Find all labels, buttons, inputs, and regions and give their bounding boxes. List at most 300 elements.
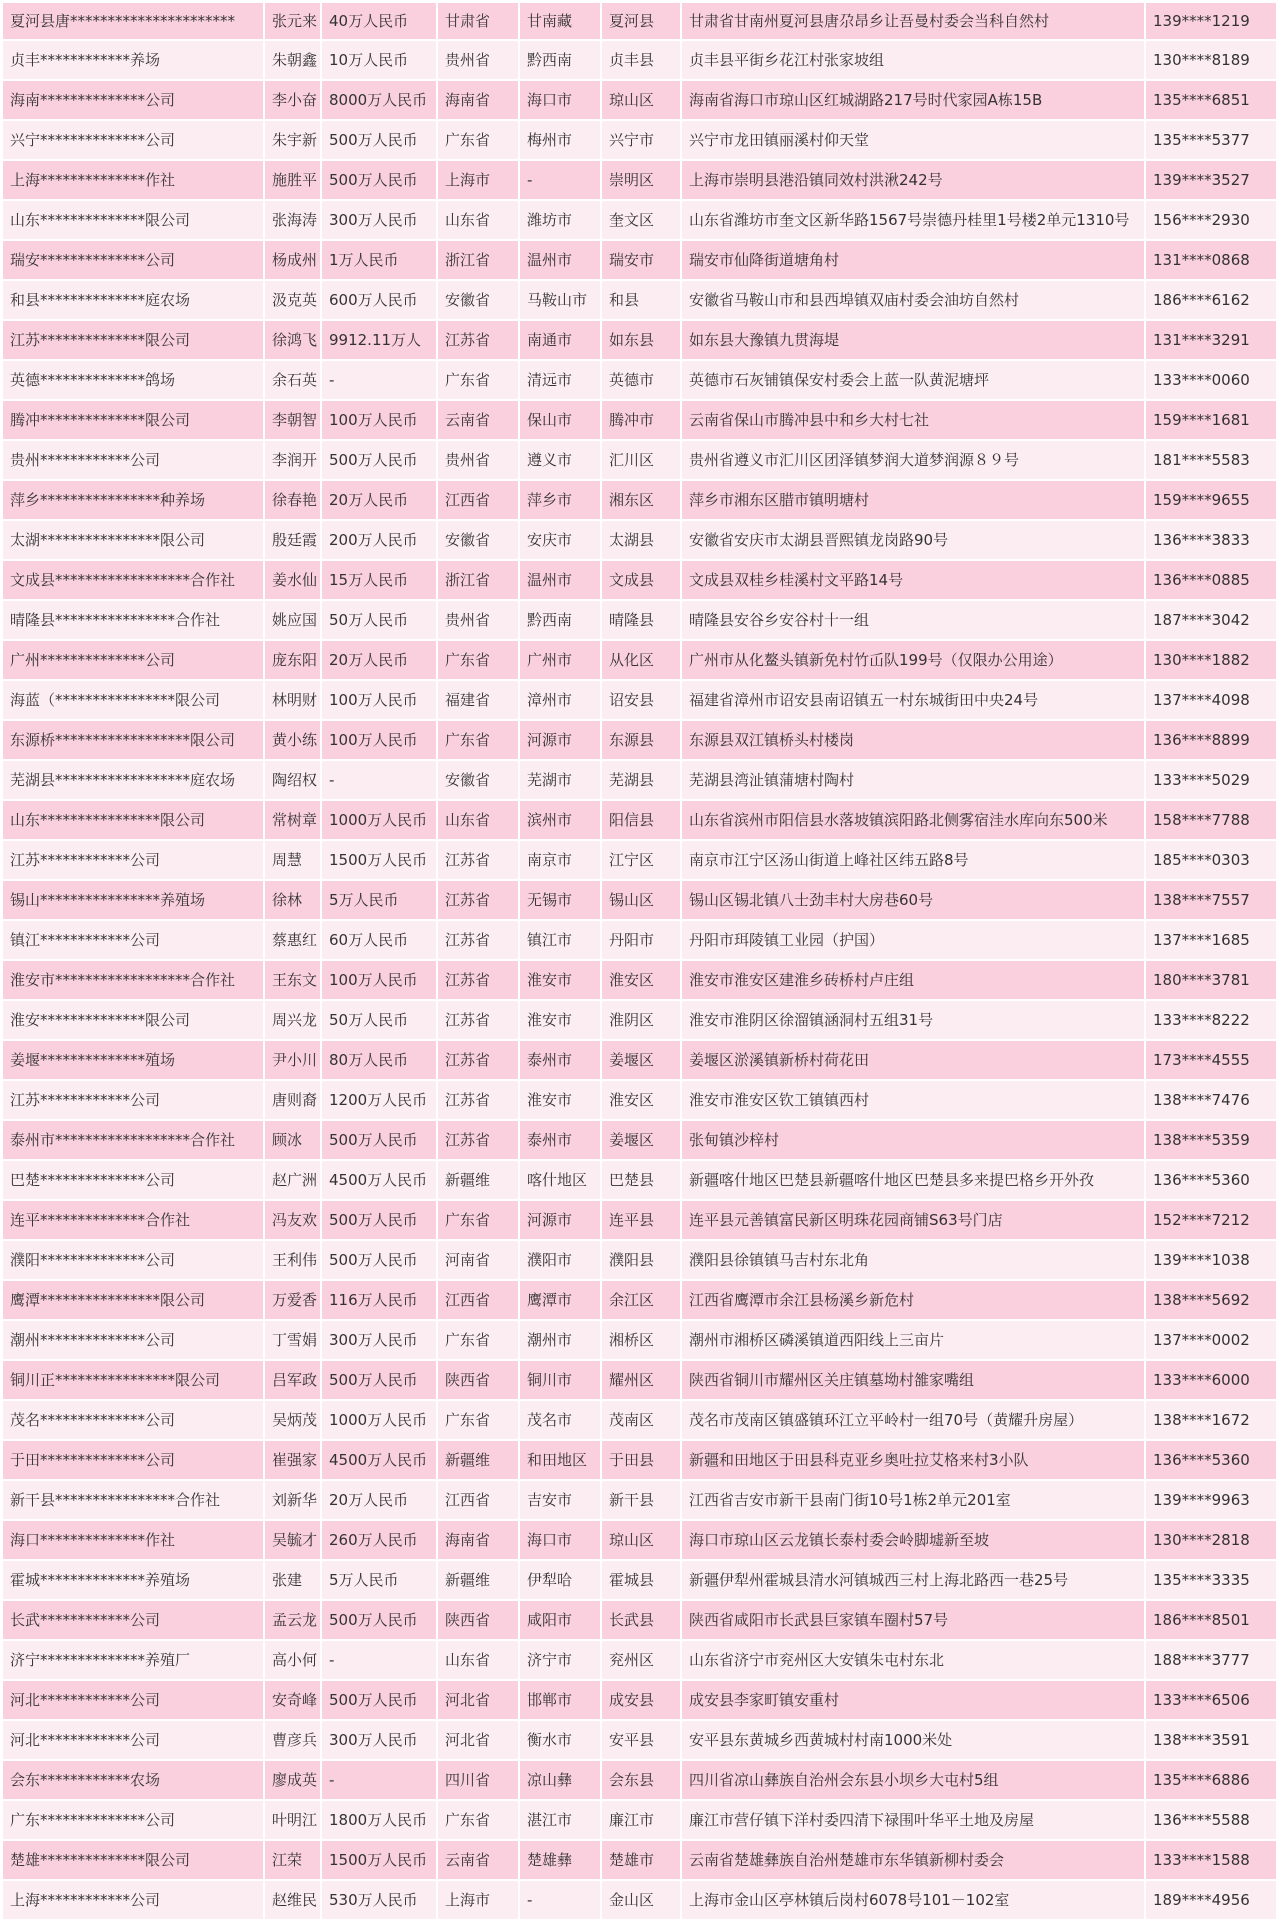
company-table (3, 3, 1278, 1921)
city-cell: 遵义市 (519, 440, 601, 480)
phone-cell: 173****4555 (1145, 1040, 1277, 1080)
company-name-cell: 济宁**************养殖厂 (3, 1640, 264, 1680)
address-cell: 江西省鹰潭市余江县杨溪乡新危村 (681, 1280, 1145, 1320)
registered-capital-cell: 200万人民币 (321, 520, 437, 560)
province-cell: 江西省 (437, 1480, 519, 1520)
address-cell: 成安县李家町镇安重村 (681, 1680, 1145, 1720)
address-cell: 上海市崇明县港沿镇同效村洪湫242号 (681, 160, 1145, 200)
district-cell: 耀州区 (601, 1360, 681, 1400)
registered-capital-cell: 500万人民币 (321, 1240, 437, 1280)
address-cell: 兴宁市龙田镇丽溪村仰天堂 (681, 120, 1145, 160)
province-cell: 河北省 (437, 1720, 519, 1760)
address-cell: 连平县元善镇富民新区明珠花园商铺S63号门店 (681, 1200, 1145, 1240)
province-cell: 河北省 (437, 1680, 519, 1720)
province-cell: 新疆维 (437, 1440, 519, 1480)
city-cell: 保山市 (519, 400, 601, 440)
city-cell: 潮州市 (519, 1320, 601, 1360)
province-cell: 江西省 (437, 1280, 519, 1320)
address-cell: 茂名市茂南区镇盛镇环江立平岭村一组70号（黄耀升房屋） (681, 1400, 1145, 1440)
phone-cell: 185****0303 (1145, 840, 1277, 880)
province-cell: 安徽省 (437, 760, 519, 800)
table-row (3, 760, 1277, 800)
address-cell: 新疆和田地区于田县科克亚乡奥吐拉艾格来村3小队 (681, 1440, 1145, 1480)
district-cell: 成安县 (601, 1680, 681, 1720)
province-cell: 云南省 (437, 1840, 519, 1880)
legal-rep-cell: 吕军政 (264, 1360, 321, 1400)
city-cell: 茂名市 (519, 1400, 601, 1440)
registered-capital-cell: 1000万人民币 (321, 800, 437, 840)
city-cell: 黔西南 (519, 40, 601, 80)
city-cell: 滨州市 (519, 800, 601, 840)
city-cell: 河源市 (519, 1200, 601, 1240)
registered-capital-cell: 100万人民币 (321, 680, 437, 720)
address-cell: 瑞安市仙降街道塘角村 (681, 240, 1145, 280)
province-cell: 上海市 (437, 1880, 519, 1920)
legal-rep-cell: 庞东阳 (264, 640, 321, 680)
district-cell: 濮阳县 (601, 1240, 681, 1280)
table-row (3, 1280, 1277, 1320)
province-cell: 贵州省 (437, 440, 519, 480)
registered-capital-cell: 10万人民币 (321, 40, 437, 80)
address-cell: 海口市琼山区云龙镇长泰村委会岭脚墟新至坡 (681, 1520, 1145, 1560)
legal-rep-cell: 汲克英 (264, 280, 321, 320)
table-row (3, 1400, 1277, 1440)
city-cell: 安庆市 (519, 520, 601, 560)
legal-rep-cell: 周慧 (264, 840, 321, 880)
phone-cell: 136****5588 (1145, 1800, 1277, 1840)
registered-capital-cell: 60万人民币 (321, 920, 437, 960)
address-cell: 云南省楚雄彝族自治州楚雄市东华镇新柳村委会 (681, 1840, 1145, 1880)
phone-cell: 156****2930 (1145, 200, 1277, 240)
address-cell: 新疆伊犁州霍城县清水河镇城西三村上海北路西一巷25号 (681, 1560, 1145, 1600)
legal-rep-cell: 吴炳茂 (264, 1400, 321, 1440)
district-cell: 腾冲市 (601, 400, 681, 440)
city-cell: 吉安市 (519, 1480, 601, 1520)
registered-capital-cell: 260万人民币 (321, 1520, 437, 1560)
address-cell: 贞丰县平街乡花江村张家坡组 (681, 40, 1145, 80)
company-name-cell: 巴楚**************公司 (3, 1160, 264, 1200)
registered-capital-cell: 40万人民币 (321, 3, 437, 40)
phone-cell: 130****8189 (1145, 40, 1277, 80)
legal-rep-cell: 王利伟 (264, 1240, 321, 1280)
table-row (3, 400, 1277, 440)
legal-rep-cell: 姜水仙 (264, 560, 321, 600)
province-cell: 云南省 (437, 400, 519, 440)
table-row (3, 1520, 1277, 1560)
table-row (3, 800, 1277, 840)
city-cell: 泰州市 (519, 1120, 601, 1160)
phone-cell: 138****1672 (1145, 1400, 1277, 1440)
city-cell: 衡水市 (519, 1720, 601, 1760)
address-cell: 陕西省咸阳市长武县巨家镇车圈村57号 (681, 1600, 1145, 1640)
phone-cell: 136****5360 (1145, 1440, 1277, 1480)
registered-capital-cell: 500万人民币 (321, 1600, 437, 1640)
company-name-cell: 新干县****************合作社 (3, 1480, 264, 1520)
company-name-cell: 铜川正****************限公司 (3, 1360, 264, 1400)
province-cell: 浙江省 (437, 240, 519, 280)
registered-capital-cell: 50万人民币 (321, 1000, 437, 1040)
district-cell: 阳信县 (601, 800, 681, 840)
address-cell: 福建省漳州市诏安县南诏镇五一村东城街田中央24号 (681, 680, 1145, 720)
phone-cell: 136****3833 (1145, 520, 1277, 560)
company-name-cell: 上海**************作社 (3, 160, 264, 200)
table-row (3, 600, 1277, 640)
address-cell: 英德市石灰铺镇保安村委会上蓝一队黄泥塘坪 (681, 360, 1145, 400)
province-cell: 河南省 (437, 1240, 519, 1280)
province-cell: 新疆维 (437, 1560, 519, 1600)
district-cell: 丹阳市 (601, 920, 681, 960)
registered-capital-cell: 500万人民币 (321, 1200, 437, 1240)
company-name-cell: 茂名**************公司 (3, 1400, 264, 1440)
registered-capital-cell: 300万人民币 (321, 200, 437, 240)
table-row (3, 1760, 1277, 1800)
legal-rep-cell: 黄小练 (264, 720, 321, 760)
district-cell: 楚雄市 (601, 1840, 681, 1880)
province-cell: 陕西省 (437, 1360, 519, 1400)
company-name-cell: 潮州**************公司 (3, 1320, 264, 1360)
table-row (3, 560, 1277, 600)
district-cell: 琼山区 (601, 80, 681, 120)
phone-cell: 133****8222 (1145, 1000, 1277, 1040)
table-row (3, 1200, 1277, 1240)
company-name-cell: 江苏**************限公司 (3, 320, 264, 360)
registered-capital-cell: 8000万人民币 (321, 80, 437, 120)
district-cell: 夏河县 (601, 3, 681, 40)
province-cell: 广东省 (437, 1320, 519, 1360)
city-cell: 濮阳市 (519, 1240, 601, 1280)
phone-cell: 159****1681 (1145, 400, 1277, 440)
city-cell: 甘南藏 (519, 3, 601, 40)
address-cell: 贵州省遵义市汇川区团泽镇梦润大道梦润源８９号 (681, 440, 1145, 480)
district-cell: 锡山区 (601, 880, 681, 920)
company-name-cell: 贞丰************养场 (3, 40, 264, 80)
phone-cell: 136****8899 (1145, 720, 1277, 760)
phone-cell: 139****3527 (1145, 160, 1277, 200)
company-name-cell: 河北************公司 (3, 1720, 264, 1760)
district-cell: 姜堰区 (601, 1120, 681, 1160)
registered-capital-cell: - (321, 360, 437, 400)
table-row (3, 1840, 1277, 1880)
legal-rep-cell: 叶明江 (264, 1800, 321, 1840)
address-cell: 山东省潍坊市奎文区新华路1567号崇德丹桂里1号楼2单元1310号 (681, 200, 1145, 240)
legal-rep-cell: 徐春艳 (264, 480, 321, 520)
address-cell: 张甸镇沙梓村 (681, 1120, 1145, 1160)
legal-rep-cell: 张海涛 (264, 200, 321, 240)
district-cell: 贞丰县 (601, 40, 681, 80)
company-name-cell: 广州**************公司 (3, 640, 264, 680)
phone-cell: 135****3335 (1145, 1560, 1277, 1600)
province-cell: 广东省 (437, 1800, 519, 1840)
company-name-cell: 东源桥******************限公司 (3, 720, 264, 760)
legal-rep-cell: 张建 (264, 1560, 321, 1600)
address-cell: 陕西省铜川市耀州区关庄镇墓坳村雒家嘴组 (681, 1360, 1145, 1400)
city-cell: 清远市 (519, 360, 601, 400)
legal-rep-cell: 孟云龙 (264, 1600, 321, 1640)
city-cell: 梅州市 (519, 120, 601, 160)
address-cell: 海南省海口市琼山区红城湖路217号时代家园A栋15B (681, 80, 1145, 120)
table-row (3, 680, 1277, 720)
address-cell: 濮阳县徐镇镇马吉村东北角 (681, 1240, 1145, 1280)
table-row (3, 360, 1277, 400)
phone-cell: 139****1219 (1145, 3, 1277, 40)
address-cell: 四川省凉山彝族自治州会东县小坝乡大屯村5组 (681, 1760, 1145, 1800)
address-cell: 丹阳市珥陵镇工业园（护国） (681, 920, 1145, 960)
company-name-cell: 于田**************公司 (3, 1440, 264, 1480)
legal-rep-cell: 林明财 (264, 680, 321, 720)
address-cell: 芜湖县湾沚镇蒲塘村陶村 (681, 760, 1145, 800)
province-cell: 广东省 (437, 640, 519, 680)
district-cell: 太湖县 (601, 520, 681, 560)
province-cell: 福建省 (437, 680, 519, 720)
table-row (3, 1880, 1277, 1920)
phone-cell: 138****5359 (1145, 1120, 1277, 1160)
address-cell: 文成县双桂乡桂溪村文平路14号 (681, 560, 1145, 600)
city-cell: 济宁市 (519, 1640, 601, 1680)
legal-rep-cell: 施胜平 (264, 160, 321, 200)
company-name-cell: 江苏************公司 (3, 840, 264, 880)
legal-rep-cell: 高小何 (264, 1640, 321, 1680)
city-cell: 淮安市 (519, 1000, 601, 1040)
company-name-cell: 霍城**************养殖场 (3, 1560, 264, 1600)
registered-capital-cell: 1万人民币 (321, 240, 437, 280)
phone-cell: 133****0060 (1145, 360, 1277, 400)
district-cell: 英德市 (601, 360, 681, 400)
company-name-cell: 上海************公司 (3, 1880, 264, 1920)
legal-rep-cell: 曹彦兵 (264, 1720, 321, 1760)
city-cell: 无锡市 (519, 880, 601, 920)
table-row (3, 320, 1277, 360)
province-cell: 安徽省 (437, 520, 519, 560)
company-name-cell: 文成县******************合作社 (3, 560, 264, 600)
address-cell: 南京市江宁区汤山街道上峰社区纬五路8号 (681, 840, 1145, 880)
city-cell: 淮安市 (519, 1080, 601, 1120)
legal-rep-cell: 安奇峰 (264, 1680, 321, 1720)
district-cell: 兖州区 (601, 1640, 681, 1680)
company-name-cell: 锡山****************养殖场 (3, 880, 264, 920)
address-cell: 晴隆县安谷乡安谷村十一组 (681, 600, 1145, 640)
phone-cell: 131****3291 (1145, 320, 1277, 360)
company-name-cell: 山东****************限公司 (3, 800, 264, 840)
table-row (3, 440, 1277, 480)
registered-capital-cell: 500万人民币 (321, 1360, 437, 1400)
province-cell: 陕西省 (437, 1600, 519, 1640)
address-cell: 锡山区锡北镇八士劲丰村大房巷60号 (681, 880, 1145, 920)
table-row (3, 1640, 1277, 1680)
registered-capital-cell: 500万人民币 (321, 120, 437, 160)
province-cell: 山东省 (437, 800, 519, 840)
phone-cell: 133****6000 (1145, 1360, 1277, 1400)
company-name-cell: 瑞安**************公司 (3, 240, 264, 280)
legal-rep-cell: 蔡惠红 (264, 920, 321, 960)
address-cell: 如东县大豫镇九贯海堤 (681, 320, 1145, 360)
district-cell: 东源县 (601, 720, 681, 760)
phone-cell: 135****5377 (1145, 120, 1277, 160)
registered-capital-cell: 4500万人民币 (321, 1440, 437, 1480)
registered-capital-cell: 1800万人民币 (321, 1800, 437, 1840)
province-cell: 江苏省 (437, 1080, 519, 1120)
legal-rep-cell: 常树章 (264, 800, 321, 840)
city-cell: 漳州市 (519, 680, 601, 720)
company-name-cell: 淮安**************限公司 (3, 1000, 264, 1040)
address-cell: 甘肃省甘南州夏河县唐尕昂乡让吾曼村委会当科自然村 (681, 3, 1145, 40)
phone-cell: 133****6506 (1145, 1680, 1277, 1720)
table-row (3, 1360, 1277, 1400)
district-cell: 汇川区 (601, 440, 681, 480)
district-cell: 姜堰区 (601, 1040, 681, 1080)
legal-rep-cell: 王东文 (264, 960, 321, 1000)
phone-cell: 138****5692 (1145, 1280, 1277, 1320)
phone-cell: 181****5583 (1145, 440, 1277, 480)
registered-capital-cell: - (321, 1760, 437, 1800)
company-name-cell: 鹰潭****************限公司 (3, 1280, 264, 1320)
legal-rep-cell: 徐鸿飞 (264, 320, 321, 360)
city-cell: 凉山彝 (519, 1760, 601, 1800)
registered-capital-cell: 20万人民币 (321, 1480, 437, 1520)
registered-capital-cell: 1500万人民币 (321, 840, 437, 880)
city-cell: 潍坊市 (519, 200, 601, 240)
address-cell: 云南省保山市腾冲县中和乡大村七社 (681, 400, 1145, 440)
company-name-cell: 江苏************公司 (3, 1080, 264, 1120)
phone-cell: 137****0002 (1145, 1320, 1277, 1360)
table-row (3, 1480, 1277, 1520)
legal-rep-cell: 冯友欢 (264, 1200, 321, 1240)
city-cell: 南通市 (519, 320, 601, 360)
province-cell: 江西省 (437, 480, 519, 520)
table-body (3, 3, 1277, 1920)
company-name-cell: 英德**************鸽场 (3, 360, 264, 400)
city-cell: 温州市 (519, 560, 601, 600)
district-cell: 淮安区 (601, 960, 681, 1000)
address-cell: 姜堰区淤溪镇新桥村荷花田 (681, 1040, 1145, 1080)
province-cell: 广东省 (437, 720, 519, 760)
table-row (3, 280, 1277, 320)
table-row (3, 960, 1277, 1000)
legal-rep-cell: 廖成英 (264, 1760, 321, 1800)
company-name-cell: 淮安市******************合作社 (3, 960, 264, 1000)
district-cell: 奎文区 (601, 200, 681, 240)
address-cell: 淮安市淮阴区徐溜镇涵洞村五组31号 (681, 1000, 1145, 1040)
district-cell: 茂南区 (601, 1400, 681, 1440)
district-cell: 淮阴区 (601, 1000, 681, 1040)
company-name-cell: 连平**************合作社 (3, 1200, 264, 1240)
phone-cell: 139****9963 (1145, 1480, 1277, 1520)
legal-rep-cell: 张元来 (264, 3, 321, 40)
province-cell: 江苏省 (437, 1040, 519, 1080)
phone-cell: 130****1882 (1145, 640, 1277, 680)
district-cell: 晴隆县 (601, 600, 681, 640)
address-cell: 东源县双江镇桥头村楼岗 (681, 720, 1145, 760)
registered-capital-cell: 500万人民币 (321, 160, 437, 200)
district-cell: 瑞安市 (601, 240, 681, 280)
table-row (3, 1120, 1277, 1160)
legal-rep-cell: 朱宇新 (264, 120, 321, 160)
company-name-cell: 海口**************作社 (3, 1520, 264, 1560)
city-cell: 镇江市 (519, 920, 601, 960)
legal-rep-cell: 徐林 (264, 880, 321, 920)
city-cell: 伊犁哈 (519, 1560, 601, 1600)
phone-cell: 180****3781 (1145, 960, 1277, 1000)
table-row (3, 720, 1277, 760)
district-cell: 淮安区 (601, 1080, 681, 1120)
district-cell: 崇明区 (601, 160, 681, 200)
province-cell: 江苏省 (437, 1120, 519, 1160)
registered-capital-cell: 1200万人民币 (321, 1080, 437, 1120)
phone-cell: 139****1038 (1145, 1240, 1277, 1280)
company-name-cell: 太湖****************限公司 (3, 520, 264, 560)
registered-capital-cell: 1000万人民币 (321, 1400, 437, 1440)
address-cell: 廉江市营仔镇下洋村委四清下禄围叶华平土地及房屋 (681, 1800, 1145, 1840)
city-cell: - (519, 160, 601, 200)
legal-rep-cell: 李小奋 (264, 80, 321, 120)
registered-capital-cell: 9912.11万人 (321, 320, 437, 360)
district-cell: 和县 (601, 280, 681, 320)
registered-capital-cell: 5万人民币 (321, 1560, 437, 1600)
registered-capital-cell: 500万人民币 (321, 1680, 437, 1720)
city-cell: 咸阳市 (519, 1600, 601, 1640)
table-row (3, 1240, 1277, 1280)
table-row (3, 3, 1277, 40)
company-name-cell: 濮阳**************公司 (3, 1240, 264, 1280)
registered-capital-cell: 300万人民币 (321, 1720, 437, 1760)
legal-rep-cell: 周兴龙 (264, 1000, 321, 1040)
address-cell: 潮州市湘桥区磷溪镇道西阳线上三亩片 (681, 1320, 1145, 1360)
address-cell: 安徽省安庆市太湖县晋熙镇龙岗路90号 (681, 520, 1145, 560)
city-cell: 泰州市 (519, 1040, 601, 1080)
registered-capital-cell: 100万人民币 (321, 960, 437, 1000)
registered-capital-cell: 15万人民币 (321, 560, 437, 600)
phone-cell: 130****2818 (1145, 1520, 1277, 1560)
district-cell: 霍城县 (601, 1560, 681, 1600)
province-cell: 江苏省 (437, 920, 519, 960)
table-row (3, 1440, 1277, 1480)
city-cell: 鹰潭市 (519, 1280, 601, 1320)
province-cell: 浙江省 (437, 560, 519, 600)
city-cell: 河源市 (519, 720, 601, 760)
company-name-cell: 萍乡****************种养场 (3, 480, 264, 520)
company-name-cell: 会东************农场 (3, 1760, 264, 1800)
table-row (3, 40, 1277, 80)
city-cell: 马鞍山市 (519, 280, 601, 320)
district-cell: 安平县 (601, 1720, 681, 1760)
legal-rep-cell: 赵维民 (264, 1880, 321, 1920)
district-cell: 湘东区 (601, 480, 681, 520)
table-row (3, 480, 1277, 520)
table-row (3, 80, 1277, 120)
district-cell: 新干县 (601, 1480, 681, 1520)
registered-capital-cell: 300万人民币 (321, 1320, 437, 1360)
province-cell: 江苏省 (437, 840, 519, 880)
legal-rep-cell: 杨成州 (264, 240, 321, 280)
phone-cell: 131****0868 (1145, 240, 1277, 280)
district-cell: 巴楚县 (601, 1160, 681, 1200)
table-row (3, 1600, 1277, 1640)
province-cell: 江苏省 (437, 960, 519, 1000)
district-cell: 从化区 (601, 640, 681, 680)
legal-rep-cell: 李润开 (264, 440, 321, 480)
address-cell: 安平县东黄城乡西黄城村村南1000米处 (681, 1720, 1145, 1760)
city-cell: - (519, 1880, 601, 1920)
phone-cell: 159****9655 (1145, 480, 1277, 520)
province-cell: 四川省 (437, 1760, 519, 1800)
registered-capital-cell: 100万人民币 (321, 400, 437, 440)
legal-rep-cell: 唐则裔 (264, 1080, 321, 1120)
table-row (3, 840, 1277, 880)
company-name-cell: 长武************公司 (3, 1600, 264, 1640)
company-name-cell: 山东**************限公司 (3, 200, 264, 240)
province-cell: 新疆维 (437, 1160, 519, 1200)
company-name-cell: 贵州************公司 (3, 440, 264, 480)
address-cell: 山东省济宁市兖州区大安镇朱屯村东北 (681, 1640, 1145, 1680)
